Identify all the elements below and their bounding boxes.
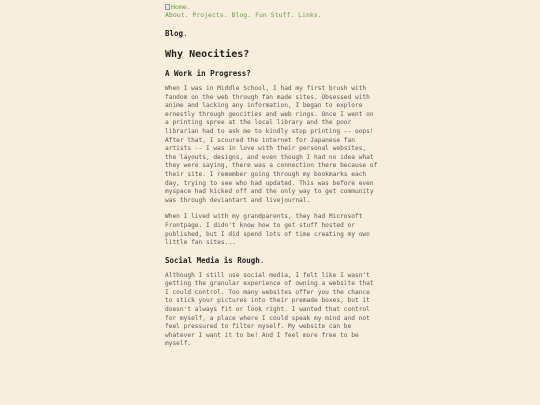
subheading-social-media-text: Social Media is Rough [165, 255, 260, 265]
paragraph-grandparents: When I lived with my grandparents, they had Microsoft Frontpage. I didn't know how to get stuff hosted or published, but I did spend lots of time creating my own little fan sites... [165, 213, 370, 247]
nav-link-fun-stuff[interactable]: Fun Stuff. [255, 11, 295, 19]
top-navigation [165, 11, 380, 19]
section-label-text: Blog [165, 29, 184, 38]
subheading-social-media: Social Media is Rough. [165, 255, 265, 265]
section-label: Blog. [165, 29, 188, 38]
paragraph-social-media: Although I still use social media, I felt like I wasn't getting the granular experience of owning a website that I could control. Too many websites offer you the chance to stick your pictures into their premade boxes, but it doesn't always fit or look right. I wanted that control for myself, a place where I could speak my mind and not feel pressured to filter myself. My website can be whatever I want it to be! And I feel more free to be myself. [165, 271, 374, 348]
broken-image-icon [165, 4, 170, 10]
page-container [165, 3, 380, 349]
paragraph-middle-school: When I was in Middle School, I had my first brush with fandom on the web through fan made sites. Obsessed with anime and lacking any information, I began to explore ernestly through geocities and web rings. Once I went on a printing spree at the local library and the poor librarian had to ask me to kindly stop printing -- oops! After that, I scoured the internet for Japanese fan artists -- I was in love with their personal websites, the layouts, designs, and even though I had no idea what they were saying, there was a connection there because of their site. I remember going through my bookmarks each day, trying to see who had updated. This was before even myspace had kicked off and the only way to get community was through deviantart and livejournal. [165, 85, 378, 204]
nav-link-links[interactable]: Links. [298, 11, 322, 19]
home-banner-link[interactable] [165, 3, 380, 11]
home-image-alt-text: Home. [171, 3, 191, 11]
nav-link-projects[interactable]: Projects. [192, 11, 228, 19]
page-title: Why Neocities? [165, 49, 250, 60]
nav-link-blog[interactable]: Blog. [231, 11, 252, 19]
nav-link-about[interactable]: About. [165, 11, 189, 19]
subheading-work-in-progress: A Work in Progress? [165, 69, 251, 78]
